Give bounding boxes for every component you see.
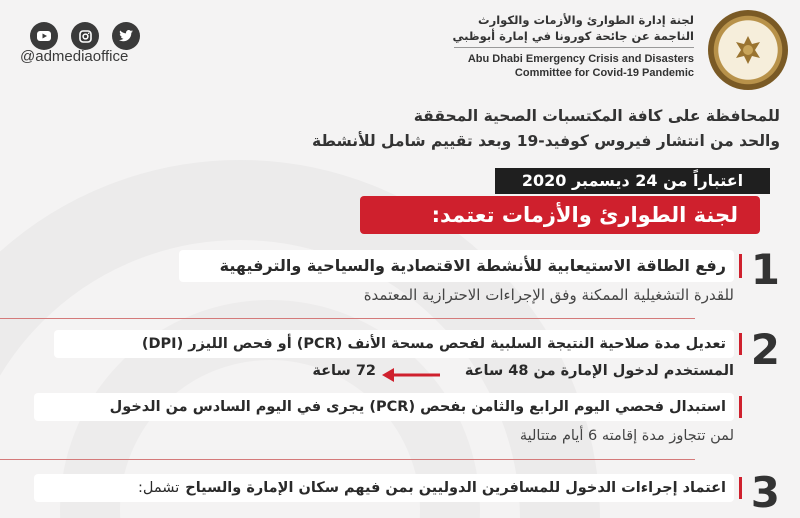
- organization-name: [452, 12, 694, 80]
- twitter-icon[interactable]: [112, 22, 140, 50]
- item-subtext: لمن تتجاوز مدة إقامته 6 أيام متتالية: [519, 428, 734, 444]
- item-accent-bar: [739, 477, 742, 499]
- item-heading: [34, 474, 734, 502]
- validity-change-text: المستخدم لدخول الإمارة من 48 ساعة: [464, 363, 734, 379]
- org-name-arabic-line1: لجنة إدارة الطوارئ والأزمات والكوارث: [478, 13, 694, 27]
- item-number: 3: [750, 468, 780, 517]
- social-handle[interactable]: @admediaoffice: [20, 48, 129, 65]
- effective-date-badge: اعتباراً من 24 ديسمبر 2020: [495, 168, 770, 194]
- youtube-icon[interactable]: [30, 22, 58, 50]
- item-number: 1: [750, 245, 780, 294]
- org-name-arabic-line2: الناجمة عن جائحة كورونا في إمارة أبوظبي: [452, 29, 694, 43]
- social-links: [30, 22, 140, 50]
- new-validity-value: 72 ساعة: [312, 363, 376, 379]
- item-heading-text: اعتماد إجراءات الدخول للمسافرين الدوليين بمن فيهم سكان الإمارة والسياح: [185, 480, 726, 496]
- item-heading: تعديل مدة صلاحية النتيجة السلبية لفحص مسحة الأنف (PCR) أو فحص الليزر (DPI): [54, 330, 734, 358]
- header-divider: [454, 47, 694, 48]
- uae-emblem-seal-icon: [708, 10, 788, 90]
- item-accent-bar: [739, 333, 742, 355]
- instagram-icon[interactable]: [71, 22, 99, 50]
- item-line: استبدال فحصي اليوم الرابع والثامن بفحص (PCR) يجرى في اليوم السادس من الدخول: [34, 393, 734, 421]
- item-subtext: للقدرة التشغيلية الممكنة وفق الإجراءات الاحترازية المعتمدة: [363, 286, 734, 304]
- item-accent-bar: [739, 396, 742, 418]
- intro-line2: والحد من انتشار فيروس كوفيد-19 وبعد تقييم شامل للأنشطة: [311, 132, 780, 150]
- item-heading-suffix: تشمل:: [138, 480, 180, 496]
- section-divider: [0, 318, 695, 319]
- arrow-left-icon: [382, 368, 442, 382]
- intro-line1: للمحافظة على كافة المكتسبات الصحية المحققة: [413, 107, 780, 125]
- item-accent-bar: [739, 254, 742, 278]
- item-heading: رفع الطاقة الاستيعابية للأنشطة الاقتصادية والسياحية والترفيهية: [179, 250, 734, 282]
- announcement-title: لجنة الطوارئ والأزمات تعتمد:: [360, 196, 760, 234]
- org-name-english-line1: Abu Dhabi Emergency Crisis and Disasters: [467, 53, 694, 65]
- org-name-english-line2: Committee for Covid-19 Pandemic: [514, 67, 694, 79]
- section-divider: [0, 459, 695, 460]
- intro-text: [180, 104, 780, 154]
- item-number: 2: [750, 325, 780, 374]
